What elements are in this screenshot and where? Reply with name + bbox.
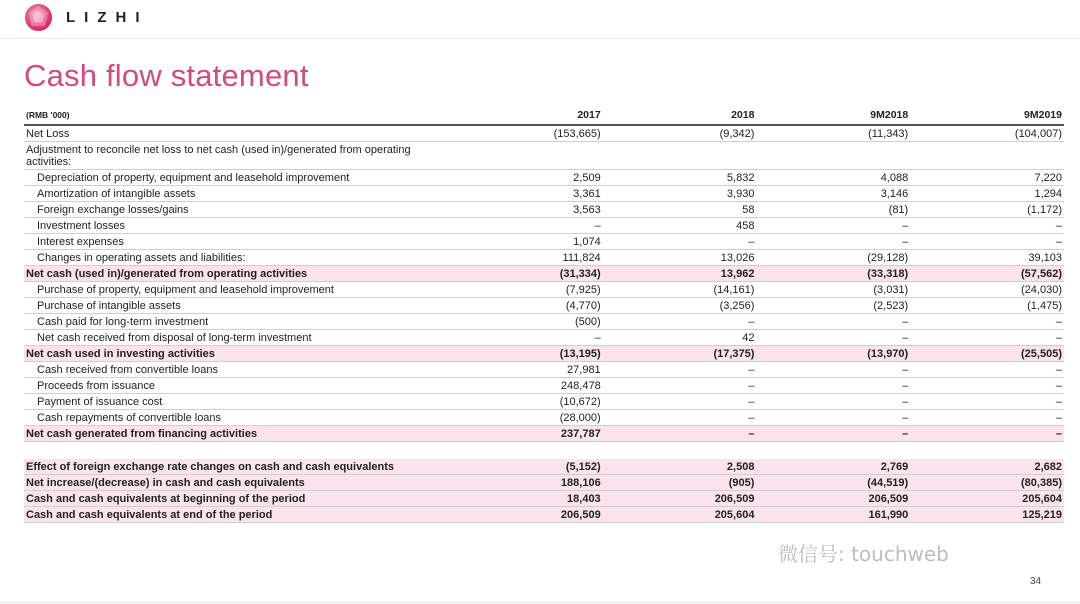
row-label: Proceeds from issuance: [24, 378, 449, 394]
row-label: Investment losses: [24, 218, 449, 234]
cell-value: (7,925): [449, 282, 603, 298]
cell-value: 205,604: [910, 491, 1064, 507]
cell-value: –: [910, 314, 1064, 330]
summary-row: [24, 475, 1064, 491]
cell-value: –: [756, 314, 910, 330]
cell-value: –: [756, 426, 910, 442]
cell-value: (13,970): [756, 346, 910, 362]
cell-value: (25,505): [910, 346, 1064, 362]
row-label: Cash received from convertible loans: [24, 362, 449, 378]
cell-value: 18,403: [449, 491, 603, 507]
cell-value: 2,508: [603, 459, 757, 475]
cell-value: –: [603, 394, 757, 410]
row-label: Cash and cash equivalents at beginning of the period: [24, 491, 449, 507]
cell-value: [603, 142, 757, 170]
row-label: Amortization of intangible assets: [24, 186, 449, 202]
table-row: [24, 330, 1064, 346]
cell-value: (104,007): [910, 125, 1064, 142]
cell-value: (4,770): [449, 298, 603, 314]
brand-name: LIZHI: [66, 9, 149, 26]
cell-value: (81): [756, 202, 910, 218]
cell-value: –: [603, 426, 757, 442]
cell-value: (905): [603, 475, 757, 491]
row-label: Payment of issuance cost: [24, 394, 449, 410]
cell-value: 111,824: [449, 250, 603, 266]
header-bar: [0, 0, 1080, 36]
cell-value: (500): [449, 314, 603, 330]
cell-value: –: [603, 378, 757, 394]
cell-value: –: [756, 410, 910, 426]
table-row: [24, 314, 1064, 330]
cell-value: 205,604: [603, 507, 757, 523]
cell-value: –: [603, 410, 757, 426]
cell-value: –: [603, 234, 757, 250]
column-header: 9M2019: [910, 107, 1064, 125]
row-label: Effect of foreign exchange rate changes on cash and cash equivalents: [24, 459, 449, 475]
cell-value: (11,343): [756, 125, 910, 142]
cell-value: 1,294: [910, 186, 1064, 202]
table-spacer: [24, 442, 1064, 460]
cell-value: –: [910, 394, 1064, 410]
cell-value: (9,342): [603, 125, 757, 142]
table-row: [24, 362, 1064, 378]
table-row: [24, 186, 1064, 202]
cell-value: 206,509: [603, 491, 757, 507]
cell-value: (13,195): [449, 346, 603, 362]
row-label: Cash repayments of convertible loans: [24, 410, 449, 426]
cell-value: (28,000): [449, 410, 603, 426]
cell-value: –: [756, 394, 910, 410]
row-label: Purchase of intangible assets: [24, 298, 449, 314]
cell-value: 248,478: [449, 378, 603, 394]
row-label: Net cash used in investing activities: [24, 346, 449, 362]
cell-value: (17,375): [603, 346, 757, 362]
column-header: 2018: [603, 107, 757, 125]
cell-value: 4,088: [756, 170, 910, 186]
cell-value: 13,962: [603, 266, 757, 282]
summary-row: [24, 459, 1064, 475]
cell-value: 1,074: [449, 234, 603, 250]
lizhi-logo-icon: [24, 3, 53, 32]
cell-value: (14,161): [603, 282, 757, 298]
table-row: [24, 410, 1064, 426]
row-label: Changes in operating assets and liabilities:: [24, 250, 449, 266]
cell-value: –: [910, 330, 1064, 346]
table-row: [24, 282, 1064, 298]
cell-value: –: [756, 234, 910, 250]
table-row: [24, 234, 1064, 250]
cell-value: (57,562): [910, 266, 1064, 282]
row-label: Purchase of property, equipment and leasehold improvement: [24, 282, 449, 298]
cell-value: –: [756, 378, 910, 394]
cell-value: 3,563: [449, 202, 603, 218]
cell-value: –: [910, 410, 1064, 426]
cell-value: –: [449, 218, 603, 234]
table-row: [24, 170, 1064, 186]
cell-value: 3,146: [756, 186, 910, 202]
cell-value: (3,256): [603, 298, 757, 314]
cell-value: (24,030): [910, 282, 1064, 298]
page-number: 34: [1030, 576, 1042, 587]
cell-value: (1,475): [910, 298, 1064, 314]
row-label: Interest expenses: [24, 234, 449, 250]
cell-value: (44,519): [756, 475, 910, 491]
cell-value: 206,509: [756, 491, 910, 507]
subtotal-row: [24, 266, 1064, 282]
table-row: [24, 394, 1064, 410]
cell-value: 5,832: [603, 170, 757, 186]
cell-value: 2,682: [910, 459, 1064, 475]
cell-value: (2,523): [756, 298, 910, 314]
cell-value: –: [910, 378, 1064, 394]
cell-value: –: [910, 362, 1064, 378]
row-label: Net cash (used in)/generated from operating activities: [24, 266, 449, 282]
table-header-row: [24, 107, 1064, 125]
cell-value: (80,385): [910, 475, 1064, 491]
cell-value: (153,665): [449, 125, 603, 142]
cell-value: 27,981: [449, 362, 603, 378]
cash-flow-table: [24, 107, 1064, 523]
cell-value: –: [910, 426, 1064, 442]
row-label: Net cash received from disposal of long-term investment: [24, 330, 449, 346]
table-row: [24, 202, 1064, 218]
cell-value: (33,318): [756, 266, 910, 282]
row-label: Cash paid for long-term investment: [24, 314, 449, 330]
cell-value: (29,128): [756, 250, 910, 266]
table-row: [24, 250, 1064, 266]
subtotal-row: [24, 426, 1064, 442]
cell-value: [449, 142, 603, 170]
wechat-watermark: [778, 538, 949, 567]
cell-value: 58: [603, 202, 757, 218]
row-label: Net Loss: [24, 125, 449, 142]
row-label: Net increase/(decrease) in cash and cash equivalents: [24, 475, 449, 491]
cell-value: 458: [603, 218, 757, 234]
cell-value: 2,769: [756, 459, 910, 475]
wechat-watermark-text: 微信号: touchweb: [778, 542, 949, 566]
cell-value: 237,787: [449, 426, 603, 442]
cell-value: 206,509: [449, 507, 603, 523]
cell-value: (31,334): [449, 266, 603, 282]
cell-value: (3,031): [756, 282, 910, 298]
cell-value: (10,672): [449, 394, 603, 410]
cell-value: 188,106: [449, 475, 603, 491]
cell-value: –: [603, 314, 757, 330]
cell-value: 161,990: [756, 507, 910, 523]
cell-value: [756, 142, 910, 170]
cell-value: 13,026: [603, 250, 757, 266]
table-row: [24, 298, 1064, 314]
cell-value: –: [910, 218, 1064, 234]
row-label: Depreciation of property, equipment and leasehold improvement: [24, 170, 449, 186]
cell-value: 125,219: [910, 507, 1064, 523]
cell-value: –: [756, 330, 910, 346]
row-label: Cash and cash equivalents at end of the period: [24, 507, 449, 523]
table-row: [24, 142, 1064, 170]
cell-value: 7,220: [910, 170, 1064, 186]
cell-value: –: [756, 362, 910, 378]
cell-value: –: [756, 218, 910, 234]
cell-value: –: [603, 362, 757, 378]
cell-value: 39,103: [910, 250, 1064, 266]
cell-value: (1,172): [910, 202, 1064, 218]
header-divider: [0, 38, 1080, 39]
column-header: 9M2018: [756, 107, 910, 125]
row-label: Adjustment to reconcile net loss to net cash (used in)/generated from operating activities:: [24, 142, 449, 170]
page-title: Cash flow statement: [24, 58, 309, 93]
table-row: [24, 125, 1064, 142]
cell-value: 2,509: [449, 170, 603, 186]
unit-label: (RMB '000): [24, 107, 449, 125]
cell-value: –: [910, 234, 1064, 250]
row-label: Net cash generated from financing activities: [24, 426, 449, 442]
column-header: 2017: [449, 107, 603, 125]
cell-value: 3,930: [603, 186, 757, 202]
cell-value: [910, 142, 1064, 170]
summary-row: [24, 491, 1064, 507]
row-label: Foreign exchange losses/gains: [24, 202, 449, 218]
table-row: [24, 218, 1064, 234]
cell-value: 42: [603, 330, 757, 346]
cell-value: 3,361: [449, 186, 603, 202]
subtotal-row: [24, 346, 1064, 362]
summary-row: [24, 507, 1064, 523]
cell-value: –: [449, 330, 603, 346]
table-row: [24, 378, 1064, 394]
cell-value: (5,152): [449, 459, 603, 475]
